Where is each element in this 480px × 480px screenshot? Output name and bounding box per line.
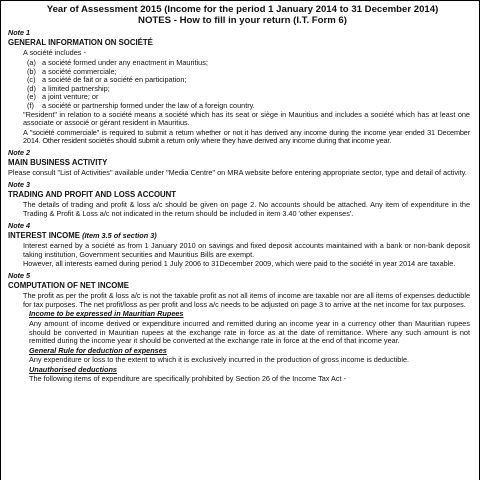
title-line-1: Year of Assessment 2015 (Income for the period 1 January 2014 to 31 December 2014) [46,4,439,15]
note-1-heading: GENERAL INFORMATION ON SOCIÉTÉ [8,38,153,48]
list-item: (e) a joint venture; or [27,92,99,102]
societe-list [23,59,470,111]
note-4-heading-sub: (Item 3.5 of section 3) [82,230,157,240]
business-activity-text: Please consult "List of Activities" available under "Media Centre" on MRA website before entering appropriate sector, type and detail of activity. [8,168,467,178]
trading-account-text: The details of trading and profit & loss a/c should be given on page 2. No accounts should be attached. Any item of expenditure in the Trading & Profit & Loss a/c not indicated in the return should be included in item 3.40 'other expenses'. [23,200,470,218]
note-5-label: Note 5 [8,270,30,280]
societe-intro: A société includes - [23,48,86,58]
resident-definition: "Resident" in relation to a société means a société which has its seat or siège in Mauritius and includes a société which has at least one associate or associé or gérant resident in Mauritius. [23,109,470,128]
title-line-2: NOTES - How to fill in your return (I.T. Form 6) [138,15,347,26]
list-item: (b) a société commerciale; [27,66,117,76]
list-item: (c) a société de fait or a société en participation; [27,75,187,85]
general-rule-subheading: General Rule for deduction of expenses [29,345,167,355]
mauritian-rupees-text: Any amount of income derived or expenditure incurred and remitted during an income year in a currency other than Mauritian rupees should be converted in Mauritian rupees at the exchange rate in force as at the date of remittance. Where any such amount is not remitted during the income year it should be converted at the exchange rate in force at the end of that income year. [29,318,470,346]
note-4-heading [8,231,470,240]
page-title [15,4,470,26]
note-3-heading: TRADING AND PROFIT AND LOSS ACCOUNT [8,190,177,200]
note-2-heading: MAIN BUSINESS ACTIVITY [8,158,108,168]
general-rule-text: Any expenditure or loss to the extent to which it is exclusively incurred in the production of gross income is deductible. [29,355,410,365]
note-4-heading-text: INTEREST INCOME [8,230,80,240]
interest-income-para-1: Interest earned by a société as from 1 January 2010 on savings and fixed deposit accounts maintained with a bank or non-bank deposit taking institution, Government securities and Mauritius Bills are exempt. [23,240,470,259]
interest-income-para-2: However, all interests earned during period 1 July 2006 to 31December 2009, which were paid to the société in year 2014 are taxable. [23,259,456,269]
mauritian-rupees-subheading: Income to be expressed in Mauritian Rupees [29,309,184,319]
societe-commerciale-text: A "société commerciale" is required to submit a return whether or not it has derived any income during the income year ended 31 December 2014. Other resident sociétés should submit a return only where they have derived any income during that income year. [23,127,470,146]
note-4-label: Note 4 [8,220,30,230]
list-item: (a) a société formed under any enactment in Mauritius; [27,58,208,67]
note-5-heading: COMPUTATION OF NET INCOME [8,281,129,291]
note-2-label: Note 2 [8,147,30,157]
unauthorised-deductions-text: The following items of expenditure are specifically prohibited by Section 26 of the Income Tax Act - [29,374,347,384]
note-1-label: Note 1 [8,28,30,37]
note-3-label: Note 3 [8,179,30,189]
list-item: (d) a limited partnership; [27,83,110,93]
list-item: (f) a société or partnership formed under the law of a foreign country. [27,100,255,110]
net-income-para: The profit as per the profit & loss a/c is not the taxable profit as not all items of income are taxable nor are all items of expenses deductible for tax purposes. The net profit/loss as per profit and loss a/c needs to be adjusted on page 3 to arrive at the net income for tax purposes. [23,291,470,309]
unauthorised-deductions-subheading: Unauthorised deductions [29,364,117,374]
